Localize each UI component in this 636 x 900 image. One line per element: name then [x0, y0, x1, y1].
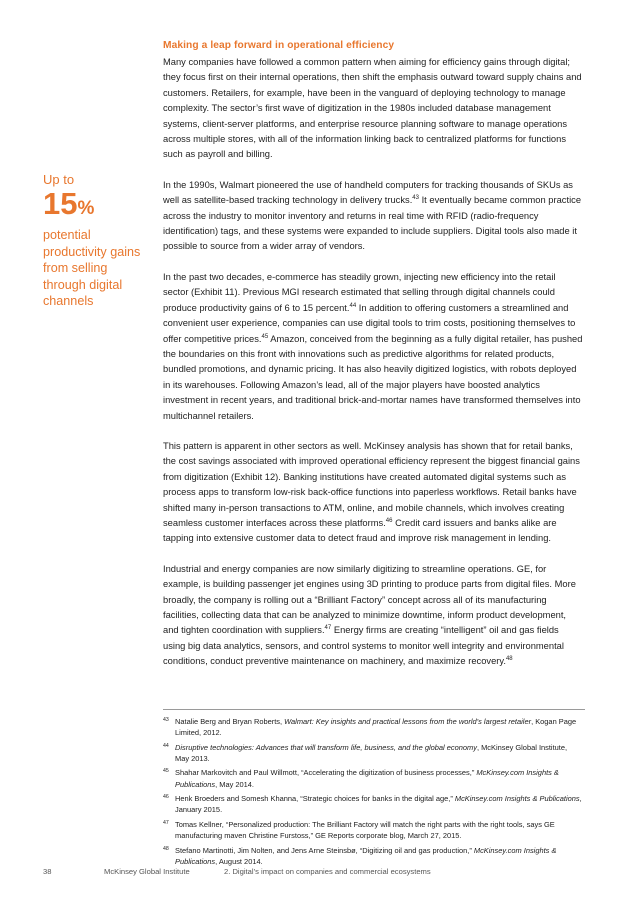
footnote-reference[interactable]: 43 — [412, 195, 419, 202]
paragraph-text: Many companies have followed a common pattern when aiming for efficiency gains through digital; they focus first on their internal operations, then shift the emphasis outward toward supply chains and customers. Retailers, for example, have been in the vanguard of deploying technology to manage complexity. The sector’s first wave of digitization in the 1980s included database management systems, client-server platforms, and enterprise resource planning software to manage operations across multiple stores, with all of the information linking back to centralized platforms for functions such as payroll and billing. — [163, 57, 582, 160]
callout-prefix: Up to — [43, 172, 75, 187]
body-paragraph — [163, 55, 583, 163]
footnote-reference[interactable]: 47 — [324, 625, 332, 632]
footnote — [163, 845, 583, 867]
footnote-title: Walmart: Key insights and practical lessons from the world’s largest retailer — [284, 717, 532, 726]
footnote-text: , Kogan Page Limited, 2012. — [175, 717, 577, 738]
body-paragraph — [163, 270, 583, 424]
footnote-text: , May 2014. — [215, 779, 254, 789]
footnote-text: Stefano Martinotti, Jim Nolten, and Jens Arne Steinsbø, “Digitizing oil and gas production,” — [175, 845, 474, 855]
footnote — [163, 819, 583, 841]
paragraph-text: In the past two decades, e-commerce has steadily grown, injecting new efficiency into the retail sector (Exhibit 11). Previous MGI research estimated that selling through digital channels could produce productivity gains of 6 to 15 percent. — [163, 271, 556, 313]
footnote-number: 45 — [163, 768, 169, 775]
footnote-number: 44 — [163, 742, 169, 749]
sidebar-callout — [43, 172, 153, 310]
footnote-number: 46 — [163, 794, 169, 801]
footnote-number: 43 — [163, 717, 169, 723]
footnote-reference[interactable]: 48 — [505, 656, 513, 663]
body-paragraph — [163, 562, 583, 670]
footnote-title: McKinsey.com Insights & Publications — [175, 768, 559, 789]
footnote-title: McKinsey.com Insights & Publications — [175, 845, 557, 866]
body-paragraph — [163, 439, 583, 547]
callout-stat-unit: % — [77, 198, 95, 219]
footnote-text: Natalie Berg and Bryan Roberts, — [175, 717, 285, 726]
paragraph-text: Energy firms are creating “intelligent” oil and gas fields using big data analytics, sensors, and control systems to monitor well integrity and environmental conditions, conduct preventive maintenance on machinery, and maximize recovery. — [163, 625, 564, 667]
footnote-title: Disruptive technologies: Advances that will transform life, business, and the global economy — [175, 742, 477, 752]
footnote-text: , McKinsey Global Institute, May 2013. — [175, 742, 568, 763]
page-number: 38 — [43, 867, 52, 876]
footnote-title: McKinsey.com Insights & Publications — [454, 794, 580, 804]
chapter-title: 2. Digital’s impact on companies and commercial ecosystems — [224, 867, 431, 876]
paragraph-text: Credit card issuers and banks alike are tapping into extensive customer data to detect fraud and improve risk management in lending. — [163, 517, 557, 544]
footnote — [163, 793, 583, 815]
footnote-text: Henk Broeders and Somesh Khanna, “Strategic choices for banks in the digital age,” — [175, 794, 455, 804]
footnote-reference[interactable]: 44 — [349, 302, 357, 309]
footnotes — [163, 716, 583, 870]
footnote-text: Shahar Markovitch and Paul Willmott, “Accelerating the digitization of business processes,” — [175, 768, 477, 778]
footnote-text: Tomas Kellner, “Personalized production: The Brilliant Factory will match the right parts with the right tools, says GE manufacturing maven Christine Furstoss,” GE Reports corporate blog, March 27, 2015. — [175, 819, 555, 841]
footnote-reference[interactable]: 45 — [261, 333, 269, 340]
footnote-number: 47 — [163, 819, 169, 826]
footnote-divider — [163, 709, 585, 710]
footnote — [163, 767, 583, 789]
footnote-number: 48 — [163, 845, 169, 852]
body-paragraph — [163, 178, 583, 255]
footnote — [163, 742, 583, 764]
footnote-text: , August 2014. — [215, 856, 263, 866]
footnote-reference[interactable]: 46 — [385, 517, 393, 524]
paragraph-text: In the 1990s, Walmart pioneered the use of handheld computers for tracking thousands of SKUs as well as satellite-based tracking technology in delivery trucks. — [163, 179, 573, 206]
paragraph-text: This pattern is apparent in other sectors as well. McKinsey analysis has shown that for retail banks, the cost savings associated with improved operational efficiency represent the biggest financial gains from digitization (Exhibit 12). Banking institutions have created automated digital systems such as process apps to transform low-risk back-office functions into paperless workflows. Retail banks have shifted many in-person transactions to ATM, online, and mobile channels, which involves creating seamless customer interfaces across these platforms. — [163, 440, 580, 528]
paragraph-text: Industrial and energy companies are now similarly digitizing to streamline operations. GE, for example, is building passenger jet engines using 3D printing to produce parts from digital files. More broadly, the company is rolling out a “Brilliant Factory” concept across all of its manufacturing facilities, collecting data that can be analyzed to minimize downtime, inform product development, and tighten coordination with suppliers. — [163, 563, 576, 636]
paragraph-text: In addition to offering customers a streamlined and convenient user experience, companies can use digital tools to trim costs, positioning themselves to offer competitive prices. — [163, 302, 576, 344]
callout-stat — [43, 188, 153, 225]
body-text — [163, 55, 583, 685]
publisher-name: McKinsey Global Institute — [104, 867, 190, 876]
footnote — [163, 716, 583, 738]
callout-description: potential productivity gains from selling through digital channels — [43, 228, 141, 308]
footnote-text: , January 2015. — [175, 794, 582, 815]
paragraph-text: It eventually became common practice across the industry to monitor inventory and returns in real time with RFID (radio-frequency identification) tags, and these systems were expanded to include suppliers. Digital tools also made it possible to source from a wider array of vendors. — [163, 195, 582, 252]
section-heading: Making a leap forward in operational efficiency — [163, 40, 395, 51]
paragraph-text: Amazon, conceived from the beginning as a fully digital retailer, has pushed the boundaries on this front with innovations such as predictive algorithms for related products, bundled promotions, and dynamic pricing. It has also heavily digitized logistics, with robots deployed in its warehouses. Following Amazon’s lead, all of the major players have boosted analytics investment in recent years, and traditional brick-and-mortar names have transformed themselves into multichannel retailers. — [163, 333, 583, 421]
callout-stat-number: 15 — [43, 186, 78, 221]
